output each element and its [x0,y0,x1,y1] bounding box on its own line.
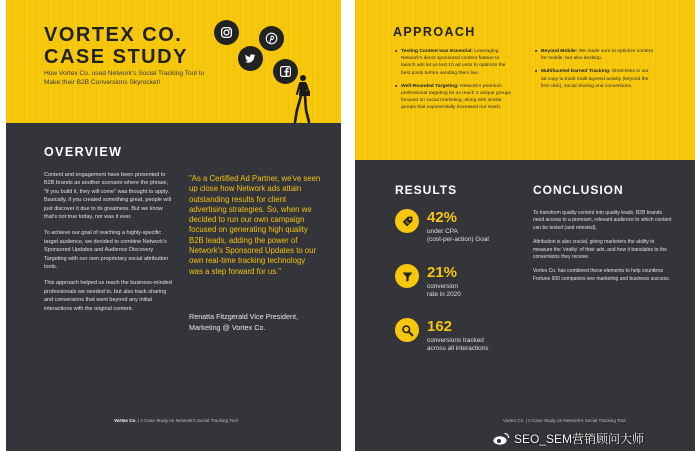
approach-item [535,68,655,90]
overview-paragraph: To achieve our goal of reaching a highly-specific target audience, we decided to combine Network's Sponsored Updates and Audience Discovery Targeting with our own proprietary social attribution tools. [44,230,169,271]
overview-body [44,171,172,321]
left-footer [114,418,238,423]
stat-value: 21% [427,264,458,281]
approach-list-right [535,48,655,96]
stat-description [427,283,517,300]
stat-desc-line: under CPA [427,228,458,235]
results-heading: RESULTS [395,183,458,197]
pull-quote: "As a Certified Ad Partner, we've seen up close how Network ads attain outstanding results for client advertising strategies. So, when we decided to run our own campaign focused on generating high quality B2B leads, adding the power of Network's Sponsored Updates to our own real-time tracking technology was a step forward for us." [189,174,321,276]
approach-heading: APPROACH [393,25,476,39]
stat-desc-line: conversion [427,283,458,290]
funnel-icon [395,264,419,288]
walking-person-illustration [292,74,312,124]
stat-desc-line: across all interactions [427,345,489,353]
attribution-role: Marketing @ Vortex Co. [189,323,266,332]
conclusion-paragraph: Attribution is also crucial, giving marketers the ability to measure the 'virality' of their ads, and how it translates to the conversions they receive. [533,239,667,261]
approach-item-title: Well-Rounded Targeting: [401,83,459,89]
approach-item-title: Testing Content was Essential: [401,49,473,54]
watermark [492,430,644,447]
watermark-text: SEO_SEM营销顾问大师 [514,432,645,446]
overview-heading: OVERVIEW [44,145,123,159]
stat-description [427,337,517,354]
approach-item-title: Beyond Mobile: [541,49,578,54]
approach-item-text: Network's premium professional targeting let us reach 3 unique groups focused on social marketing, along with similar groups that exponentially increased our reach. [401,83,511,111]
document-title [44,24,188,68]
weibo-icon [492,432,510,446]
pinterest-icon [259,26,284,51]
right-footer: Vortex Co. | A Case Study on Network's Social Tracking Tool [503,418,626,423]
title-line-2: CASE STUDY [44,46,188,68]
approach-item-text: We made sure to optimize content for mobile, but also desktop. [541,49,653,62]
approach-item-text: Short-links in our ad copy to track multi-layered activity (beyond the first click), social sharing and conversions. [541,69,649,89]
stat-desc-line: conversions tracked [427,337,484,344]
conclusion-heading: CONCLUSION [533,183,624,197]
document-subtitle: How Vortex Co. used Network's Social Tracking Tool to Make their B2B Conversions Skyrocket! [44,70,205,86]
stat-value: 42% [427,209,458,226]
approach-item-text: Leveraging Network's direct sponsored content feature to launch ads let us test 10 ad units to optimize the best posts before sending them live. [401,49,506,76]
quote-attribution [189,311,321,333]
overview-paragraph: This approach helped us reach the business-minded professionals we needed to, but also track sharing and conversions that went beyond any initial interactions with the original content. [44,280,172,312]
left-page [6,0,341,451]
right-page [355,0,695,451]
footer-brand: Vortex Co. [114,418,137,423]
stat-description [427,228,517,245]
conclusion-paragraph: To transform quality content into quality leads, B2B brands need access to a premium, relevant audience to which content can be tested (and retested). [533,210,672,231]
approach-item [535,48,655,62]
svg-text:%: % [404,219,409,225]
price-tag-icon [395,209,419,233]
magnifier-icon [395,318,419,342]
title-line-1: VORTEX CO. [44,24,183,46]
stat-desc-line: rate in 2020 [427,291,461,299]
stat-value: 162 [427,318,453,335]
instagram-icon [214,20,239,45]
overview-paragraph: Content and engagement have been presented to B2B brands as another scenario where the phrase, "if you build it, they will come" was thought to apply. Basically, if you created something great, people will just discover it due to its greatness. But we know that's not true today, nor was it ever. [44,172,172,221]
approach-item [395,83,513,112]
approach-list-left [395,48,513,118]
approach-item-title: Multifaceted Earned Tracking: [541,69,611,75]
conclusion-body [533,210,673,290]
stat-desc-line: (cost-per-action) Goal [427,236,489,244]
twitter-icon [238,46,263,71]
conclusion-paragraph: Vortex Co. has combined these elements to help countless Fortune 500 companies see marketing and business success. [533,268,671,282]
approach-item [395,48,513,77]
footer-text: | A Case Study on Network's Social Tracking Tool [136,418,238,423]
attribution-name: Renatta Fitzgerald Vice President, [189,312,298,321]
